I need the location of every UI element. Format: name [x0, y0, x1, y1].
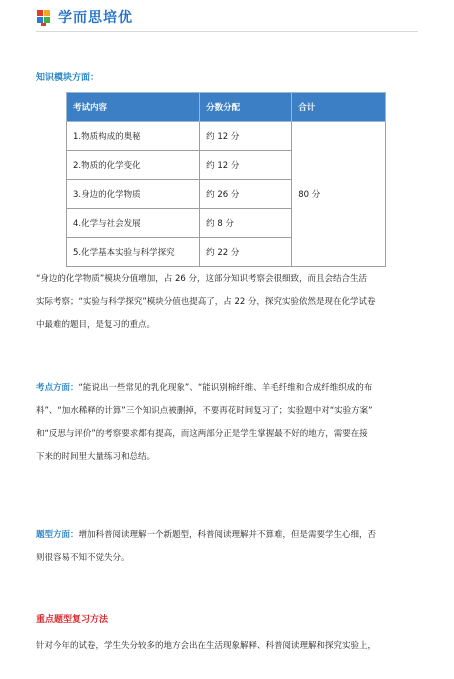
paragraph-line: 针对今年的试卷，学生失分较多的地方会出在生活现象解释、科普阅读理解和探究实验上， [36, 641, 377, 651]
row-content: 1.物质构成的奥秘 [67, 122, 200, 151]
row-score: 约 12 分 [200, 151, 292, 180]
paragraph-line: 料”、“加水稀释的计算”三个知识点被删掉，不要再花时间复习了；实验题中对“实验方案” [36, 406, 373, 416]
paragraph-line: 实际考察；“实验与科学探究”模块分值也提高了，占 22 分，探究实验依然是现在化学试卷 [36, 297, 376, 307]
question-types-paragraph [36, 524, 418, 570]
question-types-label: 题型方面： [36, 530, 79, 540]
column-header-total: 合计 [292, 93, 386, 122]
paragraph-line [36, 524, 418, 547]
paragraph-text: “能说出一些常见的乳化现象”、“能识别棉纤维、羊毛纤维和合成纤维织成的布 [78, 383, 373, 393]
knowledge-table [66, 92, 386, 267]
knowledge-section-label: 知识模块方面： [36, 73, 100, 83]
knowledge-analysis-paragraph [36, 268, 418, 337]
brand-name: 学而思培优 [58, 10, 133, 26]
table-header-row [67, 93, 386, 122]
row-score: 约 12 分 [200, 122, 292, 151]
row-content: 4.化学与社会发展 [67, 209, 200, 238]
page-header [0, 0, 454, 34]
header-divider [36, 31, 418, 32]
paragraph-line [36, 377, 418, 400]
brand-logo-icon [36, 9, 52, 27]
row-score: 约 8 分 [200, 209, 292, 238]
table-row [67, 122, 386, 151]
row-score: 约 22 分 [200, 238, 292, 267]
row-content: 2.物质的化学变化 [67, 151, 200, 180]
paragraph-line: 则很容易不知不觉失分。 [36, 553, 130, 563]
row-content: 5.化学基本实验与科学探究 [67, 238, 200, 267]
paragraph-line: 和“反思与评价”的考察要求都有提高，而这两部分正是学生掌握最不好的地方，需要在接 [36, 429, 368, 439]
paragraph-line: “身边的化学物质”模块分值增加，占 26 分，这部分知识考察会很细致，而且会结合生活 [36, 274, 368, 284]
paragraph-text: 增加科普阅读理解一个新题型，科普阅读理解并不算难，但是需要学生心细，否 [78, 530, 377, 540]
review-methods-paragraph [36, 635, 418, 658]
exam-points-label: 考点方面： [36, 383, 79, 393]
exam-points-paragraph [36, 377, 418, 469]
column-header-score: 分数分配 [200, 93, 292, 122]
total-score: 80 分 [292, 122, 386, 267]
column-header-content: 考试内容 [67, 93, 200, 122]
paragraph-line: 中最难的题目，是复习的重点。 [36, 320, 156, 330]
row-score: 约 26 分 [200, 180, 292, 209]
row-content: 3.身边的化学物质 [67, 180, 200, 209]
review-methods-heading: 重点题型复习方法 [36, 615, 109, 625]
paragraph-line: 下来的时间里大量练习和总结。 [36, 452, 156, 462]
